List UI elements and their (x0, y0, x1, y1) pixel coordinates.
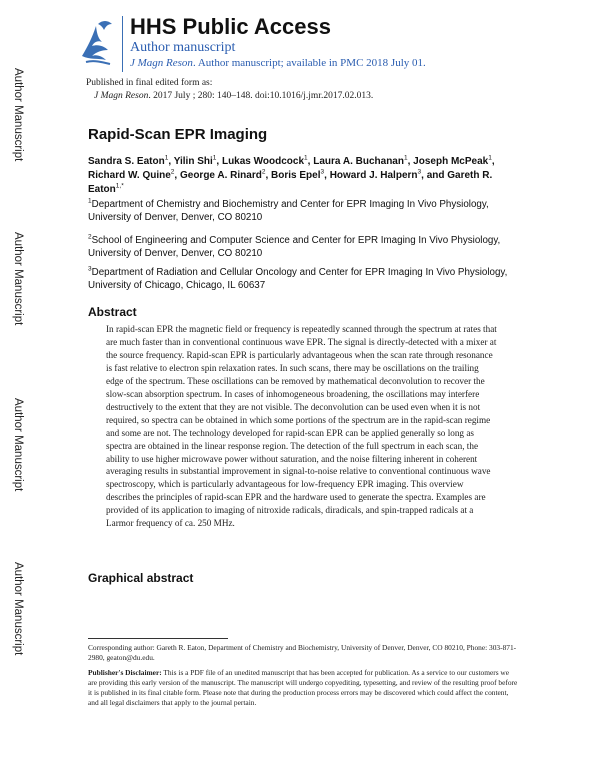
affiliation (88, 266, 528, 292)
author-name: Yilin Shi (173, 156, 213, 167)
footnote-divider (88, 638, 228, 639)
authors-conjunction: and (426, 170, 445, 181)
hhs-header (78, 16, 558, 74)
citation-details: . 2017 July ; 280: 140–148. doi:10.1016/j.jmr.2017.02.013. (148, 91, 374, 101)
journal-abbrev: J Magn Reson (130, 57, 193, 69)
author-name: Joseph McPeak (413, 156, 489, 167)
author-affiliation-mark: 1 (403, 154, 408, 162)
author-list: Sandra S. Eaton$^1$, Yilin Shi$^1$, Lukas Woodcock$^1$, Laura A. Buchanan$^1$, Joseph McPeak$^1$, Richard W. Quine$^2$, George A. Rinard$^2$, Boris Epel$^3$, Howard J. Halpern$^3$, and Gareth R. Eaton$^{1,*}$ (88, 154, 495, 195)
author-affiliation-mark: 3 (320, 168, 325, 176)
affiliation (88, 198, 528, 224)
affiliation-text: School of Engineering and Computer Science and Center for EPR Imaging In Vivo Physiology, University of Denver, Denver, CO 80210 (88, 235, 501, 259)
author-name: Laura A. Buchanan (313, 156, 404, 167)
author-name: George A. Rinard (179, 170, 262, 181)
author-name: Lukas Woodcock (221, 156, 305, 167)
article-title: Rapid-Scan EPR Imaging (88, 126, 268, 143)
affiliation-number: 3 (88, 265, 92, 273)
journal-availability (130, 57, 426, 69)
author-affiliation-mark: 1 (164, 154, 169, 162)
graphical-abstract-heading: Graphical abstract (88, 571, 194, 585)
citation-journal: J Magn Reson (94, 91, 149, 101)
citation (94, 91, 373, 101)
hhs-title: HHS Public Access (130, 14, 331, 39)
author-affiliation-mark: 1,* (115, 182, 124, 190)
author-affiliation-mark: 1 (304, 154, 308, 162)
availability-text: . Author manuscript; available in PMC 2018 July 01. (192, 57, 426, 69)
author-affiliation-mark: 1 (212, 154, 217, 162)
affiliation-text: Department of Chemistry and Biochemistry and Center for EPR Imaging In Vivo Physiology, University of Denver, Denver, CO 80210 (88, 199, 489, 223)
disclaimer-text: This is a PDF file of an unedited manuscript that has been accepted for publication. As a service to our customers we are providing this early version of the manuscript. The manuscript will undergo copyediting, typesetting, and review of the resulting proof before it is published in its final citable form. Please note that during the production process errors may be discovered which could affect the content, and all legal disclaimers that apply to the journal pertain. (88, 668, 518, 707)
sidebar-label: Author Manuscript (12, 562, 24, 656)
author-name: Sandra S. Eaton (88, 156, 165, 167)
abstract-heading: Abstract (88, 305, 137, 319)
author-affiliation-mark: 2 (170, 168, 175, 176)
affiliation (88, 234, 528, 260)
publisher-disclaimer (88, 668, 518, 708)
author-affiliation-mark: 2 (261, 168, 266, 176)
author-name: Howard J. Halpern (329, 170, 418, 181)
sidebar-label: Author Manuscript (12, 398, 24, 492)
author-affiliation-mark: 3 (417, 168, 422, 176)
author-affiliation-mark: 1 (488, 154, 492, 162)
author-name: Boris Epel (271, 170, 321, 181)
affiliation-text: Department of Radiation and Cellular Oncology and Center for EPR Imaging In Vivo Physiology, University of Chicago, Chicago, IL 60637 (88, 267, 508, 291)
author-name: Richard W. Quine (88, 170, 171, 181)
hhs-eagle-logo-icon (78, 16, 118, 68)
published-label: Published in final edited form as: (86, 78, 213, 88)
affiliation-number: 1 (88, 197, 92, 205)
corresponding-author-note: Corresponding author: Gareth R. Eaton, Department of Chemistry and Biochemistry, University of Denver, Denver, CO 80210, Phone: 303-871-2980, geaton@du.edu. (88, 643, 517, 662)
sidebar-label: Author Manuscript (12, 68, 24, 162)
author-name: Gareth R. Eaton (88, 170, 493, 195)
header-divider (122, 16, 123, 72)
author-manuscript-sidebar (0, 0, 38, 776)
affiliation-number: 2 (88, 233, 92, 241)
sidebar-label: Author Manuscript (12, 232, 24, 326)
abstract-text: In rapid-scan EPR the magnetic field or frequency is repeatedly scanned through the spectrum at rates that are much faster than in conventional continuous wave EPR. The signal is directly-detected with a mixer at the source frequency. Rapid-scan EPR is particularly advantageous when the scan rate through resonance is fast relative to electron spin relaxation rates. In such scans, there may be oscillations on the trailing edge of the spectrum. These oscillations can be removed by mathematical deconvolution to recover the slow-scan absorption spectrum. In cases of inhomogeneous broadening, the oscillations may interfere destructively to the extent that they are not visible. The deconvolution can be used even when it is not required, so spectra can be obtained in which some portions of the spectrum are in the rapid-scan regime and some are not. The technology developed for rapid-scan EPR can be applied generally so long as spectra are obtained in the linear response region. The detection of the full spectrum in each scan, the ability to use higher microwave power without saturation, and the noise filtering inherent in coherent averaging results in substantial improvement in signal-to-noise relative to conventional continuous wave spectroscopy, which is particularly advantageous for low-frequency EPR imaging. This overview describes the principles of rapid-scan EPR and the hardware used to generate the spectra. Examples are provided of its application to imaging of nitroxide radicals, diradicals, and spin-trapped radicals at a Larmor frequency of ca. 250 MHz. (106, 324, 497, 529)
author-manuscript-label: Author manuscript (130, 40, 236, 55)
disclaimer-label: Publisher's Disclaimer: (88, 668, 162, 677)
